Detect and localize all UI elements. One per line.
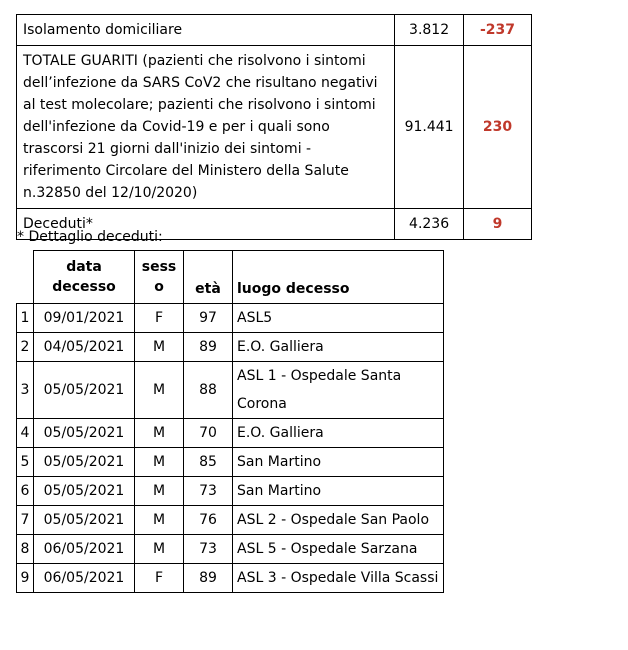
row-sex: M bbox=[135, 419, 184, 448]
deaths-detail-table bbox=[16, 250, 444, 593]
header-sex-line2: o bbox=[154, 279, 164, 295]
row-index: 7 bbox=[17, 506, 34, 535]
table-row bbox=[17, 304, 444, 333]
summary-label: Isolamento domiciliare bbox=[17, 15, 395, 46]
row-place: San Martino bbox=[233, 448, 444, 477]
summary-row-isolamento bbox=[17, 15, 532, 46]
row-age: 73 bbox=[184, 535, 233, 564]
header-index bbox=[17, 251, 34, 304]
row-place: ASL5 bbox=[233, 304, 444, 333]
header-date-line1: data bbox=[66, 259, 102, 275]
row-place: San Martino bbox=[233, 477, 444, 506]
row-place: ASL 2 - Ospedale San Paolo bbox=[233, 506, 444, 535]
deaths-footnote: * Dettaglio deceduti: bbox=[17, 229, 163, 245]
header-age: età bbox=[184, 251, 233, 304]
table-header-row bbox=[17, 251, 444, 304]
row-sex: F bbox=[135, 304, 184, 333]
summary-value: 4.236 bbox=[395, 209, 464, 240]
row-date: 04/05/2021 bbox=[34, 333, 135, 362]
row-date: 05/05/2021 bbox=[34, 477, 135, 506]
row-age: 85 bbox=[184, 448, 233, 477]
row-sex: M bbox=[135, 535, 184, 564]
row-sex: M bbox=[135, 448, 184, 477]
row-index: 1 bbox=[17, 304, 34, 333]
table-row bbox=[17, 506, 444, 535]
row-place: ASL 1 - Ospedale Santa Corona bbox=[233, 362, 444, 419]
summary-delta: 230 bbox=[463, 46, 531, 209]
row-age: 73 bbox=[184, 477, 233, 506]
row-index: 4 bbox=[17, 419, 34, 448]
table-row bbox=[17, 333, 444, 362]
row-age: 89 bbox=[184, 564, 233, 593]
row-index: 9 bbox=[17, 564, 34, 593]
summary-row-guariti bbox=[17, 46, 532, 209]
row-age: 97 bbox=[184, 304, 233, 333]
row-age: 76 bbox=[184, 506, 233, 535]
row-place: E.O. Galliera bbox=[233, 333, 444, 362]
row-age: 89 bbox=[184, 333, 233, 362]
header-sex bbox=[135, 251, 184, 304]
row-date: 09/01/2021 bbox=[34, 304, 135, 333]
summary-delta: 9 bbox=[463, 209, 531, 240]
header-date bbox=[34, 251, 135, 304]
summary-value: 3.812 bbox=[395, 15, 464, 46]
table-row bbox=[17, 564, 444, 593]
row-age: 88 bbox=[184, 362, 233, 419]
summary-table bbox=[16, 14, 532, 240]
summary-delta: -237 bbox=[463, 15, 531, 46]
summary-label: Deceduti* bbox=[17, 209, 395, 240]
row-date: 05/05/2021 bbox=[34, 448, 135, 477]
table-row bbox=[17, 448, 444, 477]
row-sex: M bbox=[135, 362, 184, 419]
row-place: E.O. Galliera bbox=[233, 419, 444, 448]
header-sex-line1: sess bbox=[141, 259, 177, 275]
row-place: ASL 3 - Ospedale Villa Scassi bbox=[233, 564, 444, 593]
row-index: 5 bbox=[17, 448, 34, 477]
row-date: 05/05/2021 bbox=[34, 362, 135, 419]
row-index: 6 bbox=[17, 477, 34, 506]
table-row bbox=[17, 419, 444, 448]
row-sex: M bbox=[135, 506, 184, 535]
row-date: 05/05/2021 bbox=[34, 419, 135, 448]
table-row bbox=[17, 362, 444, 419]
row-date: 05/05/2021 bbox=[34, 506, 135, 535]
table-row bbox=[17, 477, 444, 506]
summary-value: 91.441 bbox=[395, 46, 464, 209]
row-place: ASL 5 - Ospedale Sarzana bbox=[233, 535, 444, 564]
deaths-detail-body bbox=[17, 304, 444, 593]
row-index: 2 bbox=[17, 333, 34, 362]
row-sex: M bbox=[135, 477, 184, 506]
row-index: 3 bbox=[17, 362, 34, 419]
header-date-line2: decesso bbox=[52, 279, 116, 295]
table-row bbox=[17, 535, 444, 564]
row-sex: M bbox=[135, 333, 184, 362]
row-index: 8 bbox=[17, 535, 34, 564]
row-age: 70 bbox=[184, 419, 233, 448]
summary-label: TOTALE GUARITI (pazienti che risolvono i sintomi dell’infezione da SARS CoV2 che risultano negativi al test molecolare; pazienti che risolvono i sintomi dell'infezione da Covid-19 e per i quali sono trascorsi 21 giorni dall'inizio dei sintomi - riferimento Circolare del Ministero della Salute n.32850 del 12/10/2020) bbox=[17, 46, 395, 209]
row-date: 06/05/2021 bbox=[34, 535, 135, 564]
row-date: 06/05/2021 bbox=[34, 564, 135, 593]
row-sex: F bbox=[135, 564, 184, 593]
header-place: luogo decesso bbox=[233, 251, 444, 304]
